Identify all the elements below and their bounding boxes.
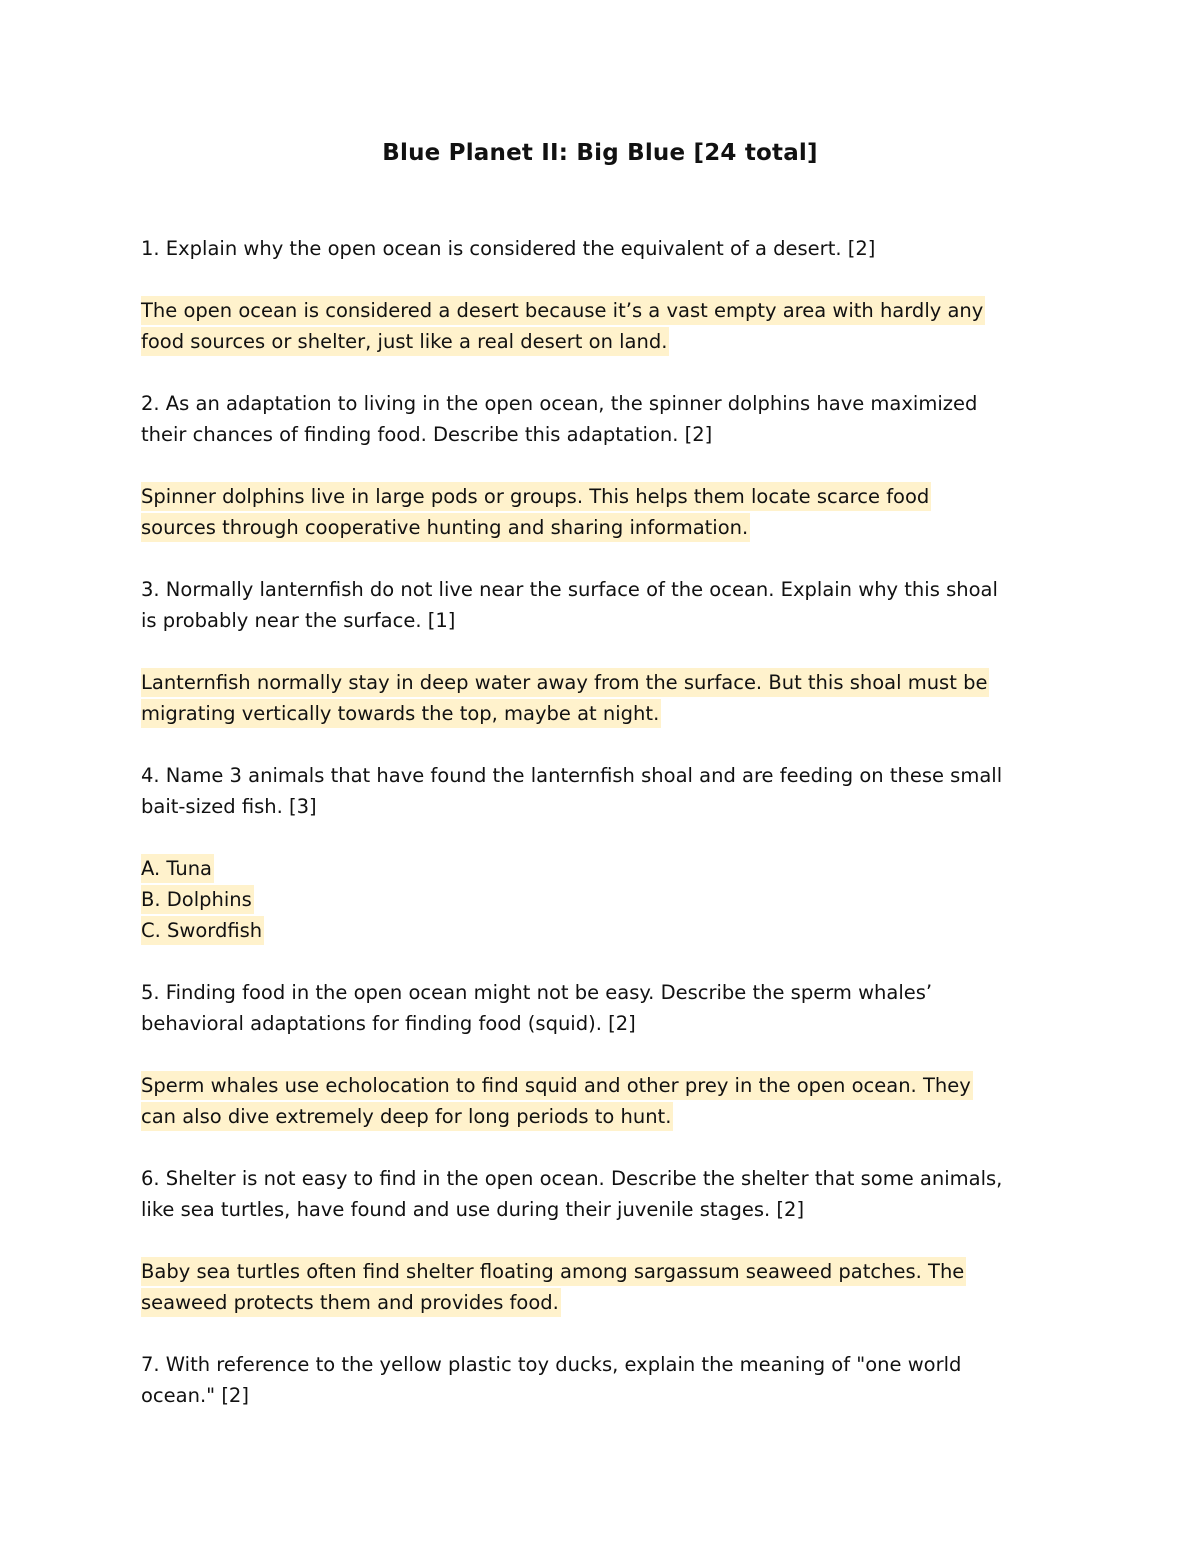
question-5	[141, 977, 1071, 1039]
answer-2-line-1: Spinner dolphins live in large pods or groups. This helps them locate scarce food	[141, 482, 931, 511]
question-4	[141, 760, 1071, 822]
answer-5-line-1: Sperm whales use echolocation to find squid and other prey in the open ocean. They	[141, 1071, 973, 1100]
answer-3	[141, 667, 1071, 729]
answer-6-line-2: seaweed protects them and provides food.	[141, 1288, 561, 1317]
question-3	[141, 574, 1071, 636]
answer-4-item-b: B. Dolphins	[141, 885, 254, 914]
question-3-line-2: is probably near the surface. [1]	[141, 609, 456, 632]
question-2	[141, 388, 1071, 450]
question-4-line-1: 4. Name 3 animals that have found the lanternfish shoal and are feeding on these small	[141, 764, 1003, 787]
answer-2-line-2: sources through cooperative hunting and sharing information.	[141, 513, 750, 542]
question-6-line-2: like sea turtles, have found and use during their juvenile stages. [2]	[141, 1198, 805, 1221]
question-5-line-2: behavioral adaptations for finding food (squid). [2]	[141, 1012, 636, 1035]
question-6-line-1: 6. Shelter is not easy to find in the open ocean. Describe the shelter that some animals,	[141, 1167, 1003, 1190]
answer-2	[141, 481, 1071, 543]
question-4-line-2: bait-sized fish. [3]	[141, 795, 317, 818]
answer-4-list	[141, 853, 1071, 946]
question-1-text: 1. Explain why the open ocean is considered the equivalent of a desert. [2]	[141, 237, 876, 260]
question-2-line-1: 2. As an adaptation to living in the open ocean, the spinner dolphins have maximized	[141, 392, 978, 415]
worksheet-content	[141, 233, 1071, 1442]
answer-6	[141, 1256, 1071, 1318]
question-7-line-1: 7. With reference to the yellow plastic toy ducks, explain the meaning of "one world	[141, 1353, 962, 1376]
answer-3-line-2: migrating vertically towards the top, maybe at night.	[141, 699, 661, 728]
answer-4-item-c: C. Swordfish	[141, 916, 264, 945]
answer-4-item-a: A. Tuna	[141, 854, 214, 883]
answer-5-line-2: can also dive extremely deep for long periods to hunt.	[141, 1102, 673, 1131]
question-3-line-1: 3. Normally lanternfish do not live near the surface of the ocean. Explain why this shoal	[141, 578, 998, 601]
answer-6-line-1: Baby sea turtles often find shelter floating among sargassum seaweed patches. The	[141, 1257, 966, 1286]
question-5-line-1: 5. Finding food in the open ocean might not be easy. Describe the sperm whales’	[141, 981, 933, 1004]
page-title: Blue Planet II: Big Blue [24 total]	[382, 140, 818, 166]
question-7	[141, 1349, 1071, 1411]
question-7-line-2: ocean." [2]	[141, 1384, 249, 1407]
answer-5	[141, 1070, 1071, 1132]
question-1	[141, 233, 1071, 264]
question-6	[141, 1163, 1071, 1225]
answer-3-line-1: Lanternfish normally stay in deep water away from the surface. But this shoal must be	[141, 668, 989, 697]
answer-1	[141, 295, 1071, 357]
question-2-line-2: their chances of finding food. Describe this adaptation. [2]	[141, 423, 713, 446]
answer-1-line-1: The open ocean is considered a desert because it’s a vast empty area with hardly any	[141, 296, 985, 325]
answer-1-line-2: food sources or shelter, just like a real desert on land.	[141, 327, 669, 356]
